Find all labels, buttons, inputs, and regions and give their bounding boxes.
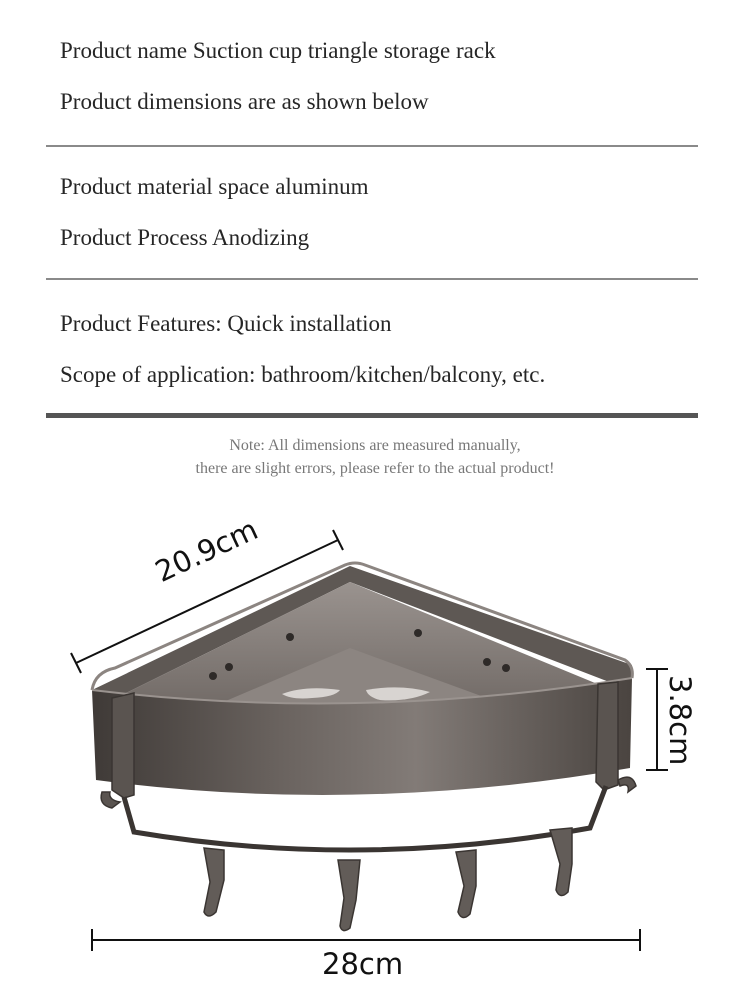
note-line-1: Note: All dimensions are measured manually,	[229, 437, 521, 454]
divider	[46, 278, 698, 280]
depth-label: 20.9cm	[150, 512, 263, 589]
product-name-text: Product name Suction cup triangle storage rack	[60, 38, 496, 63]
product-dimensions-text: Product dimensions are as shown below	[60, 89, 429, 114]
product-process-text: Product Process Anodizing	[60, 225, 310, 250]
height-label: 3.8cm	[663, 675, 697, 766]
towel-bar	[124, 786, 606, 850]
measurement-note	[0, 434, 750, 480]
product-material-text: Product material space aluminum	[60, 174, 369, 199]
product-features-text: Product Features: Quick installation	[60, 311, 392, 336]
corner-rack-image	[0, 520, 750, 1000]
thick-divider	[46, 413, 698, 418]
note-line-2: there are slight errors, please refer to the actual product!	[195, 460, 555, 477]
hooks	[204, 828, 572, 931]
application-scope-text: Scope of application: bathroom/kitchen/balcony, etc.	[60, 362, 546, 387]
divider	[46, 145, 698, 147]
width-label: 28cm	[322, 947, 404, 981]
